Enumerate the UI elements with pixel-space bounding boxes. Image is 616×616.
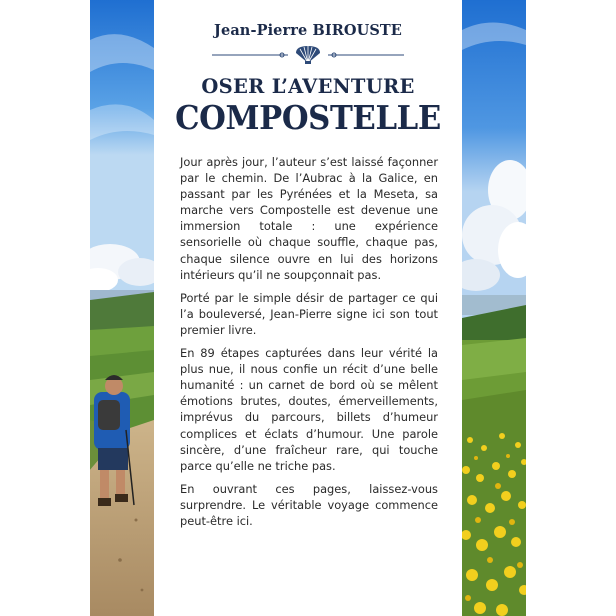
book-title-line-2: COMPOSTELLE <box>175 98 441 137</box>
hiker-landscape-photo <box>90 0 154 616</box>
book-back-cover <box>90 0 526 616</box>
blurb-paragraph: En ouvrant ces pages, laissez-vous surprendre. Le véritable voyage commence peut-être ici. <box>180 481 438 528</box>
author-name: Jean-Pierre BIROUSTE <box>214 22 402 39</box>
title-ornament <box>208 44 408 66</box>
blurb-paragraph: En 89 étapes capturées dans leur vérité la plus nue, il nous confie un récit d’une belle humanité : un carnet de bord où se mêlent émotions brutes, doutes, émerveillements, imprévus du parcours, billets d’humeur complices et éclats d’humour. Une parole sincère, d’une fraîcheur rare, qui touche parce qu’elle ne triche pas. <box>180 346 438 473</box>
blurb-text <box>180 154 438 536</box>
flower-field-photo <box>462 0 526 616</box>
blurb-paragraph: Porté par le simple désir de partager ce qui l’a bouleversé, Jean-Pierre signe ici son tout premier livre. <box>180 290 438 337</box>
scallop-shell-icon <box>296 46 320 64</box>
book-title-line-1: OSER L’AVENTURE <box>201 75 415 98</box>
back-cover-text-panel <box>154 0 462 616</box>
blurb-paragraph: Jour après jour, l’auteur s’est laissé façonner par le chemin. De l’Aubrac à la Galice, en passant par les Pyrénées et la Meseta, sa marche vers Compostelle est devenue une immersion totale : une expérience sensorielle où chaque souffle, chaque pas, chaque silence ouvre en lui des horizons intérieurs qu’il ne soupçonnait pas. <box>180 155 438 282</box>
